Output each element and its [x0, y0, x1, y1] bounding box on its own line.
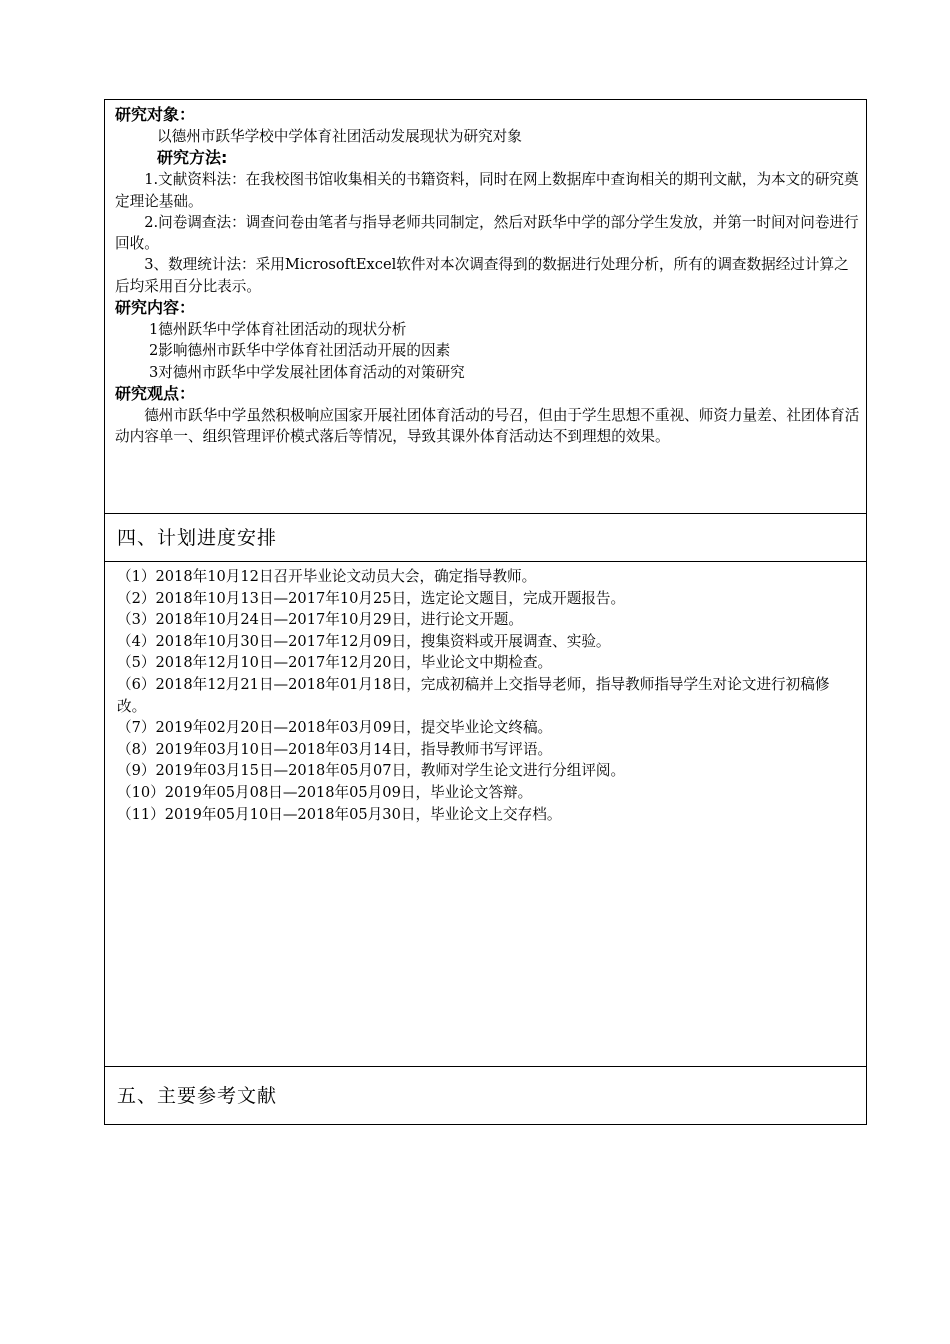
plan-item: （9）2019年03月15日—2018年05月07日，教师对学生论文进行分组评阅。 [117, 762, 626, 780]
plan-item: （10）2019年05月08日—2018年05月09日，毕业论文答辩。 [117, 783, 533, 801]
plan-item: （5）2018年12月10日—2017年12月20日，毕业论文中期检查。 [117, 654, 553, 672]
plan-item: （3）2018年10月24日—2017年10月29日，进行论文开题。 [117, 611, 523, 629]
content-item: 1德州跃华中学体育社团活动的现状分析 [149, 321, 407, 339]
plan-heading: 四、计划进度安排 [117, 527, 278, 549]
plan-item: （6）2018年12月21日—2018年01月18日，完成初稿并上交指导老师，指导教师指导学生对论文进行初稿修改。 [117, 675, 830, 715]
proposal-table [104, 99, 867, 1125]
content-item: 2影响德州市跃华中学体育社团活动开展的因素 [149, 342, 451, 360]
research-viewpoint-heading: 研究观点： [115, 383, 196, 403]
method-item: 2.问卷调查法：调查问卷由笔者与指导老师共同制定，然后对跃华中学的部分学生发放，并第一时间对问卷进行回收。 [115, 213, 859, 253]
plan-list [105, 562, 866, 1067]
research-cell [105, 100, 866, 514]
plan-item: （4）2018年10月30日—2017年12月09日，搜集资料或开展调查、实验。 [117, 632, 611, 650]
plan-item: （2）2018年10月13日—2017年10月25日，选定论文题目，完成开题报告。 [117, 589, 626, 607]
content-item: 3对德州市跃华中学发展社团体育活动的对策研究 [149, 363, 465, 381]
research-object-text: 以德州市跃华学校中学体育社团活动发展现状为研究对象 [157, 128, 522, 145]
plan-item: （1）2018年10月12日召开毕业论文动员大会，确定指导教师。 [117, 568, 537, 585]
plan-item: （11）2019年05月10日—2018年05月30日，毕业论文上交存档。 [117, 805, 562, 823]
plan-item: （7）2019年02月20日—2018年03月09日，提交毕业论文终稿。 [117, 719, 553, 737]
plan-heading-cell [105, 514, 866, 562]
method-item: 1.文献资料法：在我校图书馆收集相关的书籍资料，同时在网上数据库中查询相关的期刊文献，为本文的研究奠定理论基础。 [115, 171, 859, 210]
research-viewpoint-text: 德州市跃华中学虽然积极响应国家开展社团体育活动的号召，但由于学生思想不重视、师资力量差、社团体育活动内容单一、组织管理评价模式落后等情况，导致其课外体育活动达不到理想的效果。 [115, 406, 860, 446]
research-object-heading: 研究对象： [115, 105, 196, 124]
plan-item: （8）2019年03月10日—2018年03月14日，指导教师书写评语。 [117, 740, 553, 758]
research-method-heading: 研究方法: [157, 148, 228, 168]
references-heading-cell [105, 1067, 866, 1125]
method-item: 3、数理统计法：采用MicrosoftExcel软件对本次调查得到的数据进行处理分析，所有的调查数据经过计算之后均采用百分比表示。 [115, 256, 849, 295]
research-content-heading: 研究内容： [115, 298, 196, 318]
references-heading: 五、主要参考文献 [117, 1085, 278, 1107]
